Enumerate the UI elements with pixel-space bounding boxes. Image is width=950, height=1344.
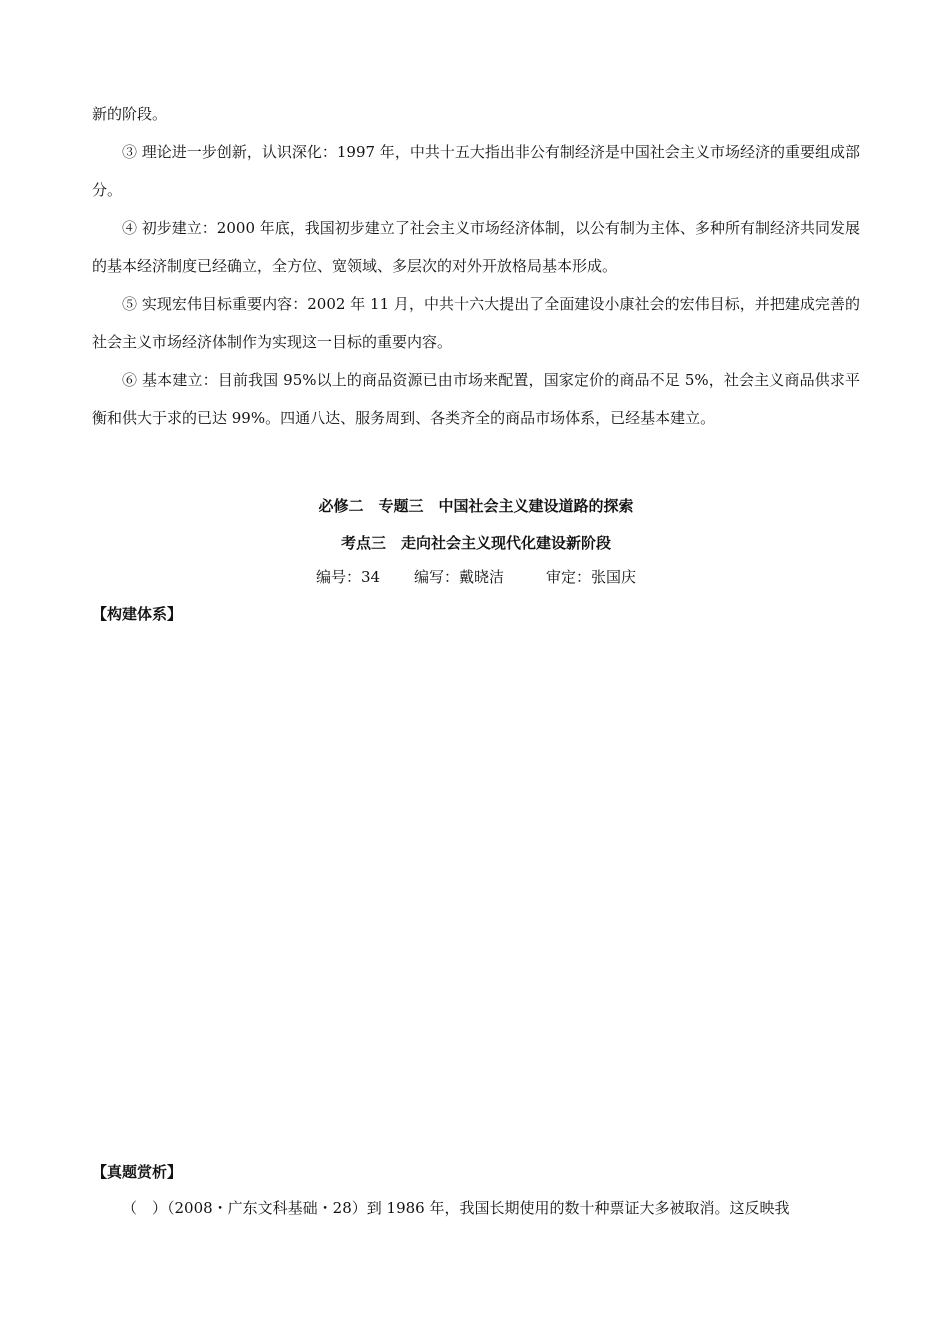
section-framework-heading: 【构建体系】 bbox=[92, 605, 183, 623]
question-1: （ ）（2008・广东文科基础・28）到 1986 年，我国长期使用的数十种票证大多被取消。这反映我 bbox=[122, 1199, 790, 1217]
lesson-header bbox=[92, 0, 860, 600]
continuation-line: 新的阶段。 bbox=[92, 105, 168, 123]
point-3: ③ 理论进一步创新，认识深化：1997 年，中共十五大指出非公有制经济是中国社会主义市场经济的重要组成部分。 bbox=[92, 143, 860, 199]
point-6: ⑥ 基本建立：目前我国 95%以上的商品资源已由市场来配置，国家定价的商品不足 5%，社会主义商品供求平衡和供大于求的已达 99%。四通八达、服务周到、各类齐全的商品市场体系，已经基本建立。 bbox=[92, 371, 860, 427]
point-5: ⑤ 实现宏伟目标重要内容：2002 年 11 月，中共十六大提出了全面建设小康社会的宏伟目标，并把建成完善的社会主义市场经济体制作为实现这一目标的重要内容。 bbox=[92, 295, 860, 351]
doc-number: 编号：34 bbox=[315, 568, 381, 586]
point-4: ④ 初步建立：2000 年底，我国初步建立了社会主义市场经济体制，以公有制为主体、多种所有制经济共同发展的基本经济制度已经确立，全方位、宽领域、多层次的对外开放格局基本形成。 bbox=[92, 219, 860, 275]
doc-reviewer: 审定：张国庆 bbox=[546, 568, 637, 586]
series-title: 必修二 专题三 中国社会主义建设道路的探索 bbox=[318, 497, 634, 515]
doc-author: 编写：戴晓洁 bbox=[414, 568, 505, 586]
meta-line bbox=[92, 565, 860, 589]
section-real-questions-heading: 【真题赏析】 bbox=[92, 1163, 183, 1181]
lesson-title: 考点三 走向社会主义现代化建设新阶段 bbox=[340, 534, 611, 552]
